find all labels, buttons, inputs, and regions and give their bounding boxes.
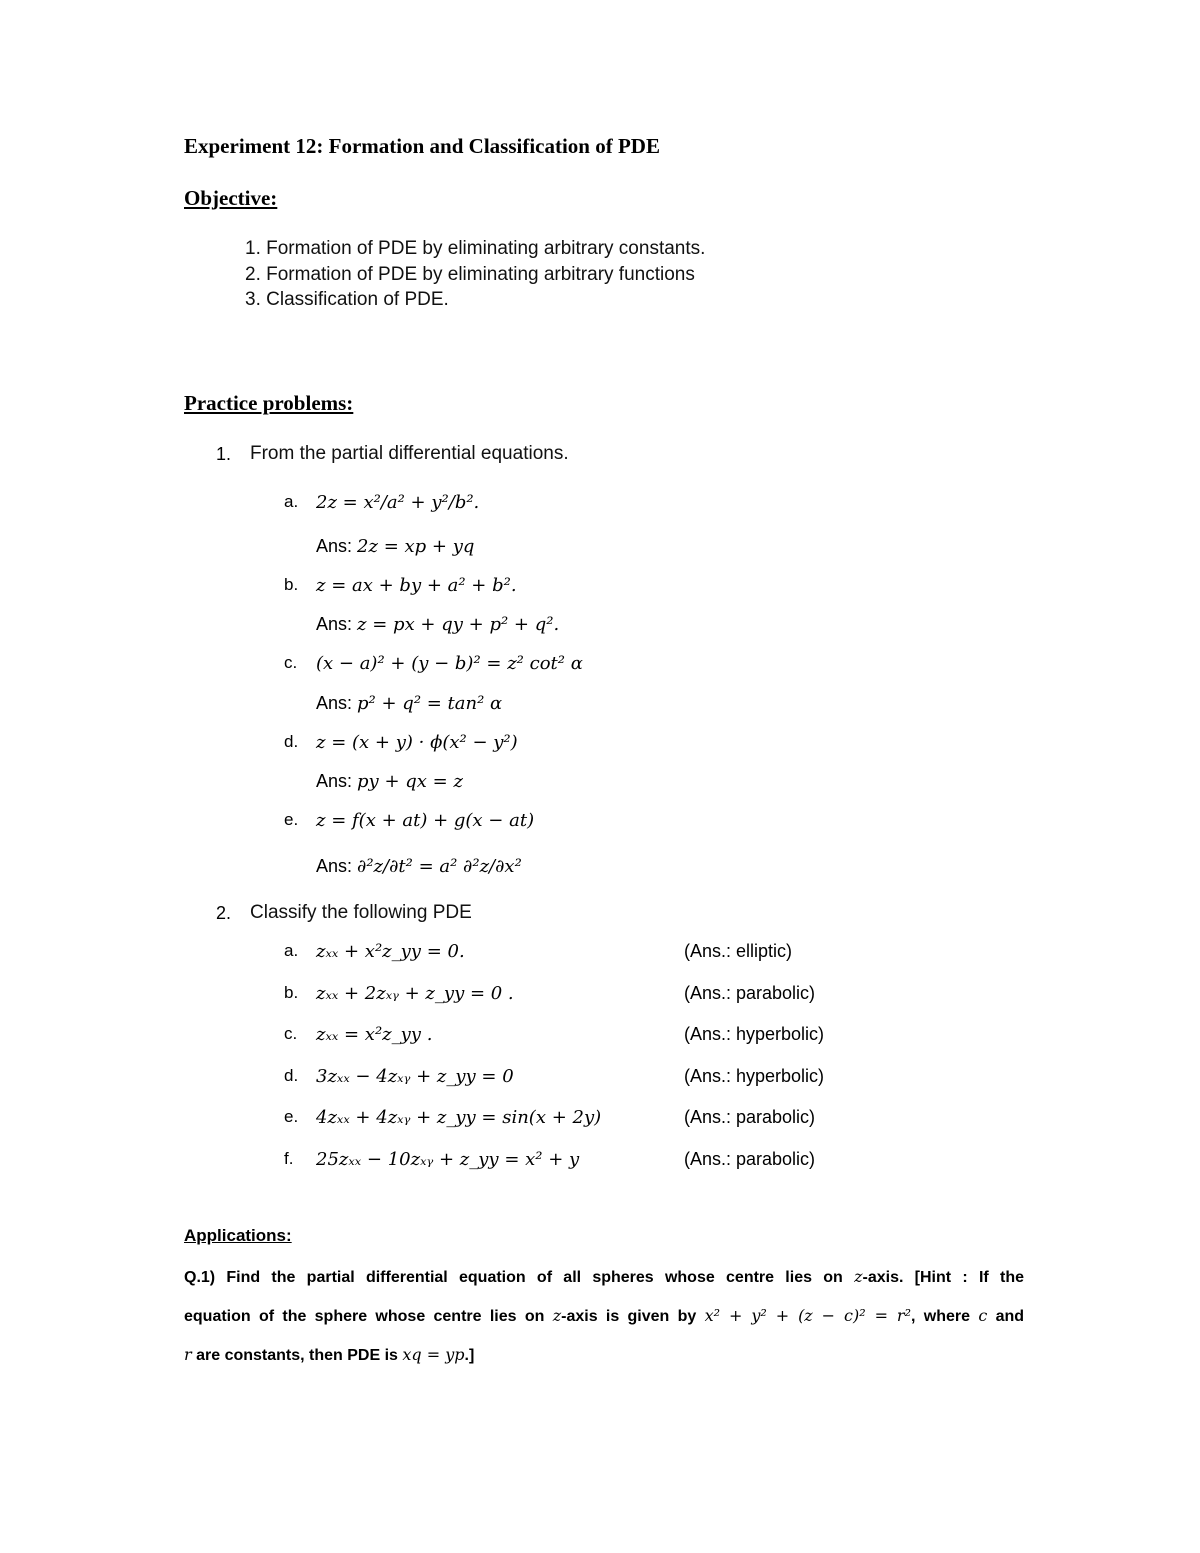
equation: (x − a)² + (y − b)² = z² cot² α [316,652,583,674]
answer-prefix: Ans: [316,535,353,556]
item-label: d. [284,732,299,751]
item-label: b. [284,575,299,594]
equation: zₓₓ = x²z_yy . [316,1023,433,1045]
equation: zₓₓ + 2zₓᵧ + z_yy = 0 . [316,982,514,1004]
equation: z = ax + by + a² + b². [316,574,517,596]
app-line [184,1297,1024,1336]
q1-item-c [284,648,583,678]
app-text: -axis. [Hint : If the [862,1269,1024,1286]
q2-item-d [284,1061,514,1091]
objective-item: 1. Formation of PDE by eliminating arbitrary constants. [245,238,706,259]
page-title: Experiment 12: Formation and Classification of PDE [184,134,660,158]
app-text: Find the partial differential equation of all spheres whose centre lies on [226,1269,843,1286]
q1-answer-b [316,609,559,639]
q2-item-e [284,1102,601,1132]
question-2-text: Classify the following PDE [250,902,472,923]
objective-item: 2. Formation of PDE by eliminating arbitrary functions [245,263,695,285]
q1-item-a [284,487,479,517]
equation: zₓₓ + x²z_yy = 0. [316,940,465,962]
question-1-number: 1. [216,444,232,464]
objective-list [245,236,705,313]
applications-heading: Applications: [184,1226,292,1245]
app-text: and [995,1308,1025,1325]
math-var: c [978,1306,988,1325]
item-label: e. [284,1107,299,1126]
q2-answer-e: (Ans.: parabolic) [684,1106,816,1127]
q2-item-a [284,936,465,966]
item-label: a. [284,941,299,960]
objective-item: 3. Classification of PDE. [245,289,449,310]
app-line [184,1258,1024,1297]
equation: z = (x + y) · ϕ(x² − y²) [316,731,518,753]
q1-answer-c [316,688,502,718]
answer-equation: py + qx = z [357,770,463,792]
app-line [184,1336,1024,1375]
equation: 3zₓₓ − 4zₓᵧ + z_yy = 0 [316,1065,514,1087]
question-1-text: From the partial differential equations. [250,443,569,464]
q2-item-f [284,1144,579,1174]
answer-equation: p² + q² = tan² α [357,692,503,714]
q1-item-e [284,805,534,835]
equation: 2z = x²/a² + y²/b². [316,491,480,513]
item-label: d. [284,1066,299,1085]
question-2-number: 2. [216,903,232,923]
equation: 25zₓₓ − 10zₓᵧ + z_yy = x² + y [316,1148,580,1170]
item-label: c. [284,1024,298,1043]
q2-answer-a: (Ans.: elliptic) [684,940,793,961]
app-text: equation of the sphere whose centre lies on [184,1308,545,1325]
item-label: b. [284,983,299,1002]
math-var: z [552,1306,562,1325]
q2-answer-f: (Ans.: parabolic) [684,1148,816,1169]
q1-answer-e [316,851,522,881]
q1-answer-d [316,766,463,796]
objective-heading: Objective: [184,186,278,210]
question-label: Q.1) [184,1269,216,1286]
pde-equation: xq = yp [402,1345,465,1364]
answer-prefix: Ans: [316,770,353,791]
q2-item-c [284,1019,432,1049]
equation: 4zₓₓ + 4zₓᵧ + z_yy = sin(x + 2y) [316,1106,602,1128]
math-var: r [184,1345,192,1364]
item-label: c. [284,653,298,672]
math-var: z [854,1267,863,1286]
app-text: .] [464,1347,475,1364]
practice-heading: Practice problems: [184,391,354,415]
answer-prefix: Ans: [316,613,353,634]
applications-question [184,1258,1024,1375]
answer-equation: z = px + qy + p² + q². [357,613,560,635]
equation: z = f(x + at) + g(x − at) [316,809,535,831]
item-label: e. [284,810,299,829]
q2-item-b [284,978,514,1008]
q2-answer-d: (Ans.: hyperbolic) [684,1065,825,1086]
item-label: a. [284,492,299,511]
app-text: -axis is given by [561,1308,697,1325]
answer-equation: ∂²z/∂t² = a² ∂²z/∂x² [357,855,522,877]
app-text: , where [911,1308,970,1325]
q2-answer-c: (Ans.: hyperbolic) [684,1023,825,1044]
q2-answer-b: (Ans.: parabolic) [684,982,816,1003]
answer-prefix: Ans: [316,692,353,713]
app-text: are constants, then PDE is [196,1347,398,1364]
sphere-equation: x² + y² + (z − c)² = r² [704,1306,911,1325]
answer-equation: 2z = xp + yq [357,535,475,557]
q1-item-b [284,570,517,600]
answer-prefix: Ans: [316,855,353,876]
q1-item-d [284,727,518,757]
q1-answer-a [316,531,474,561]
item-label: f. [284,1149,294,1168]
